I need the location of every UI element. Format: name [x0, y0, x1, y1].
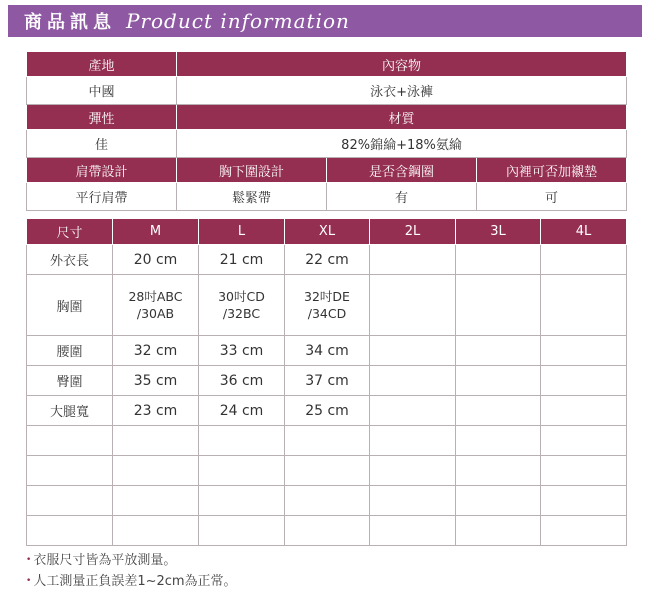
- waist-4l: [541, 336, 627, 366]
- waist-xl: 34 cm: [285, 336, 370, 366]
- table-row: [27, 366, 627, 396]
- bust-l: [199, 275, 285, 336]
- table-row: [27, 275, 627, 336]
- thigh-l: 24 cm: [199, 396, 285, 426]
- bust-m-line1: 28吋ABC: [128, 288, 183, 304]
- size-header-xl: XL: [285, 219, 370, 245]
- hip-xl: 37 cm: [285, 366, 370, 396]
- bust-l-line1: 30吋CD: [218, 288, 265, 304]
- elastic-value: 佳: [27, 130, 177, 158]
- row-label-bust: 胸圍: [27, 275, 113, 336]
- bullet-icon: •: [26, 555, 32, 565]
- banner-title-en: Product information: [126, 9, 350, 33]
- length-xl: 22 cm: [285, 245, 370, 275]
- thigh-m: 23 cm: [113, 396, 199, 426]
- underbust-header: 胸下圍設計: [177, 158, 327, 183]
- table-row: [27, 396, 627, 426]
- bust-2l: [370, 275, 456, 336]
- pad-header: 內裡可否加襯墊: [477, 158, 627, 183]
- underbust-value: 鬆緊帶: [177, 183, 327, 211]
- hip-4l: [541, 366, 627, 396]
- bust-xl: [285, 275, 370, 336]
- material-value: 82%錦綸+18%氨綸: [177, 130, 627, 158]
- measurement-notes: [26, 550, 237, 592]
- note-item: [26, 571, 237, 592]
- wire-value: 有: [327, 183, 477, 211]
- empty-row: [27, 516, 627, 546]
- size-header-l: L: [199, 219, 285, 245]
- thigh-xl: 25 cm: [285, 396, 370, 426]
- origin-header: 產地: [27, 52, 177, 77]
- empty-row: [27, 426, 627, 456]
- waist-m: 32 cm: [113, 336, 199, 366]
- thigh-3l: [456, 396, 541, 426]
- bullet-icon: •: [26, 576, 32, 586]
- row-label-hip: 臀圍: [27, 366, 113, 396]
- row-label-length: 外衣長: [27, 245, 113, 275]
- bust-l-line2: /32BC: [222, 306, 261, 321]
- size-header: 尺寸: [27, 219, 113, 245]
- note-text-2: 人工測量正負誤差1~2cm為正常。: [33, 574, 237, 589]
- hip-2l: [370, 366, 456, 396]
- row-label-thigh: 大腿寬: [27, 396, 113, 426]
- row-label-waist: 腰圍: [27, 336, 113, 366]
- empty-row: [27, 486, 627, 516]
- bust-3l: [456, 275, 541, 336]
- origin-value: 中國: [27, 77, 177, 105]
- length-m: 20 cm: [113, 245, 199, 275]
- length-4l: [541, 245, 627, 275]
- waist-3l: [456, 336, 541, 366]
- waist-l: 33 cm: [199, 336, 285, 366]
- waist-2l: [370, 336, 456, 366]
- note-text-1: 衣服尺寸皆為平放測量。: [33, 553, 177, 568]
- bust-xl-line2: /34CD: [307, 306, 347, 321]
- hip-l: 36 cm: [199, 366, 285, 396]
- length-2l: [370, 245, 456, 275]
- bust-m-line2: /30AB: [136, 306, 175, 321]
- thigh-2l: [370, 396, 456, 426]
- bust-xl-line1: 32吋DE: [304, 288, 350, 304]
- elastic-header: 彈性: [27, 105, 177, 130]
- hip-m: 35 cm: [113, 366, 199, 396]
- hip-3l: [456, 366, 541, 396]
- contents-header: 內容物: [177, 52, 627, 77]
- length-3l: [456, 245, 541, 275]
- length-l: 21 cm: [199, 245, 285, 275]
- pad-value: 可: [477, 183, 627, 211]
- contents-value: 泳衣+泳褲: [177, 77, 627, 105]
- size-header-m: M: [113, 219, 199, 245]
- strap-value: 平行肩帶: [27, 183, 177, 211]
- size-header-3l: 3L: [456, 219, 541, 245]
- size-chart-table: [26, 218, 627, 546]
- note-item: [26, 550, 237, 571]
- table-row: [27, 245, 627, 275]
- material-header: 材質: [177, 105, 627, 130]
- size-header-2l: 2L: [370, 219, 456, 245]
- bust-4l: [541, 275, 627, 336]
- empty-row: [27, 456, 627, 486]
- strap-header: 肩帶設計: [27, 158, 177, 183]
- product-info-table: [26, 51, 627, 211]
- product-info-banner: [8, 5, 642, 37]
- wire-header: 是否含鋼圈: [327, 158, 477, 183]
- banner-title-cn: 商品訊息: [24, 12, 116, 33]
- bust-m: [113, 275, 199, 336]
- thigh-4l: [541, 396, 627, 426]
- size-header-4l: 4L: [541, 219, 627, 245]
- table-row: [27, 336, 627, 366]
